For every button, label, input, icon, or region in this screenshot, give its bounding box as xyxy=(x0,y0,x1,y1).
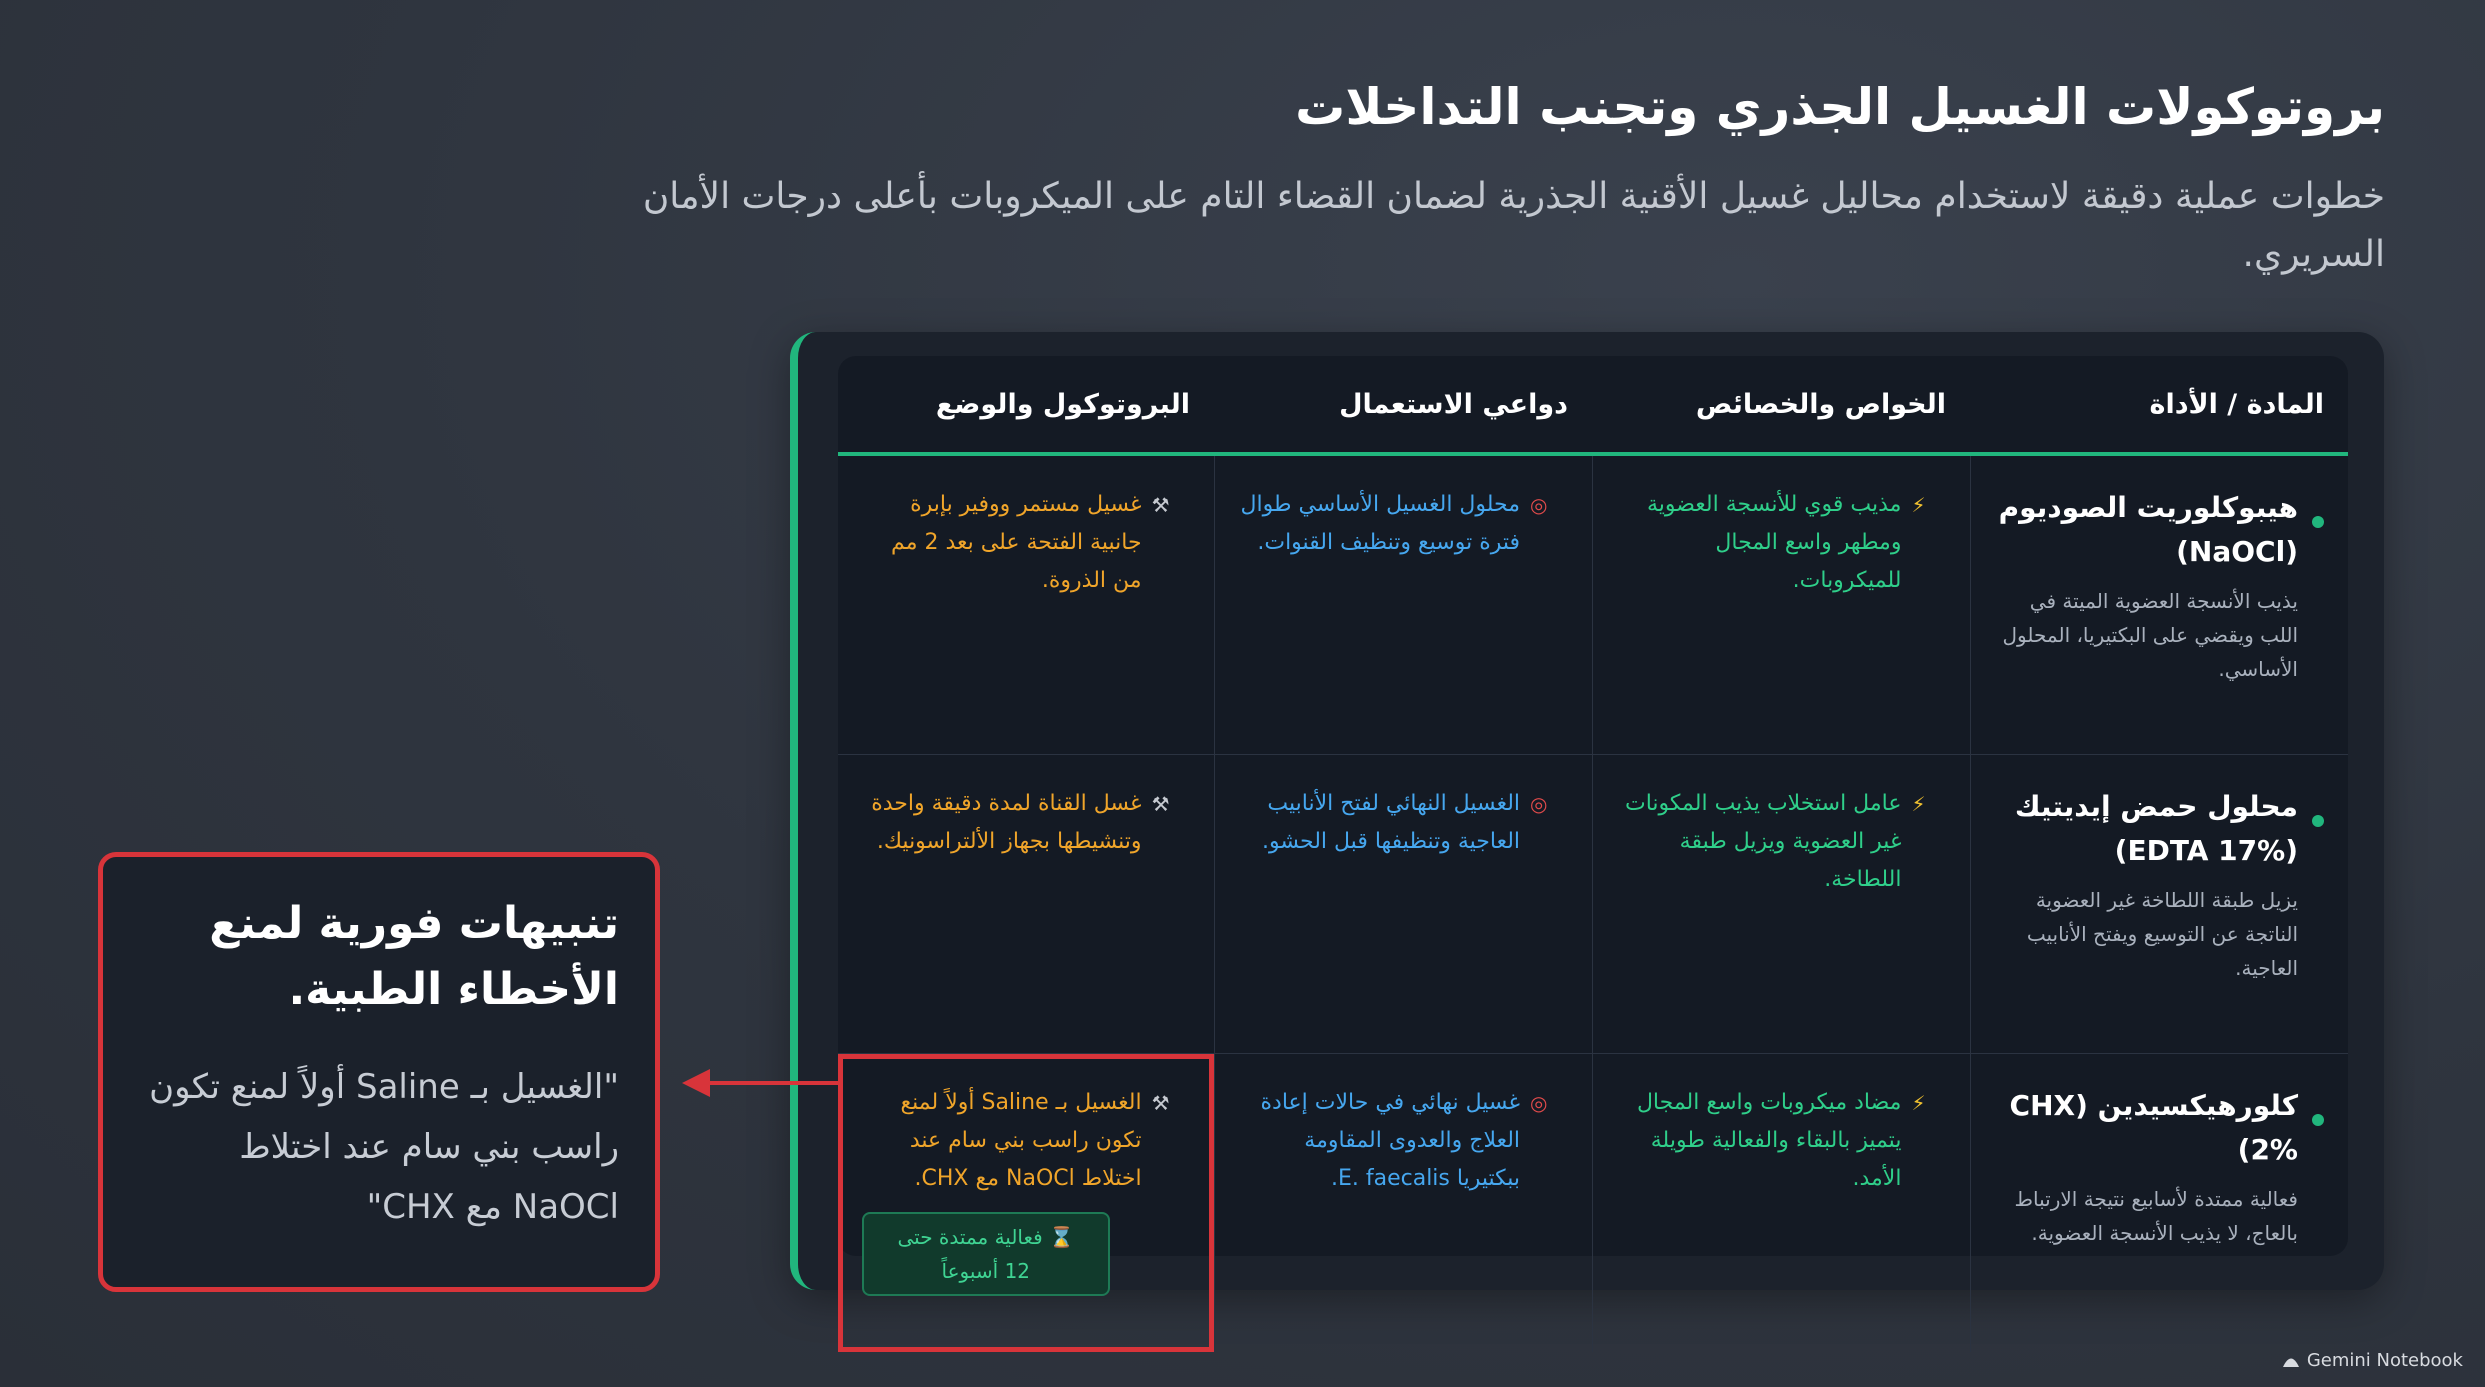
page-subtitle: خطوات عملية دقيقة لاستخدام محاليل غسيل الأقنية الجذرية لضمان القضاء التام على الميكروبات بأعلى درجات الأمان السريري. xyxy=(642,176,2385,275)
target-icon: ◎ xyxy=(1530,792,1548,816)
header-material: المادة / الأداة xyxy=(1970,356,2348,454)
protocol-cell xyxy=(838,454,1214,755)
dot-icon xyxy=(2312,516,2324,528)
header-uses: دواعي الاستعمال xyxy=(1214,356,1592,454)
lightning-icon: ⚡ xyxy=(1911,1091,1926,1115)
material-cell xyxy=(1970,454,2348,755)
material-name: محلول حمض إيديتيك (EDTA 17%) xyxy=(1995,785,2325,873)
properties-cell xyxy=(1592,454,1970,755)
uses-text: محلول الغسيل الأساسي طوال فترة توسيع وتنظيف القنوات. xyxy=(1240,492,1521,555)
material-name: كلورهيكسيدين (CHX 2%) xyxy=(1995,1084,2325,1172)
protocol-table xyxy=(838,356,2348,1352)
table-row xyxy=(838,755,2348,1054)
target-icon: ◎ xyxy=(1530,1091,1548,1115)
target-icon: ◎ xyxy=(1530,493,1548,517)
tools-icon: ⚒ xyxy=(1151,493,1170,517)
lightning-icon: ⚡ xyxy=(1911,792,1926,816)
material-cell xyxy=(1970,1054,2348,1353)
page-title: بروتوكولات الغسيل الجذري وتجنب التداخلات xyxy=(1295,78,2385,136)
uses-cell xyxy=(1214,1054,1592,1353)
uses-text: غسيل نهائي في حالات إعادة العلاج والعدوى المقاومة ببكتيريا E. faecalis. xyxy=(1260,1090,1521,1191)
uses-cell xyxy=(1214,454,1592,755)
arrow-connector xyxy=(682,1068,840,1098)
table-header-row xyxy=(838,356,2348,454)
brand-watermark xyxy=(2281,1350,2463,1371)
alert-title: تنبيهات فورية لمنع الأخطاء الطبية. xyxy=(209,898,619,1015)
table-row xyxy=(838,1054,2348,1353)
brand-name: Gemini Notebook xyxy=(2306,1350,2463,1371)
material-cell xyxy=(1970,755,2348,1054)
protocol-text: غسيل مستمر ووفير بإبرة جانبية الفتحة على بعد 2 مم من الذروة. xyxy=(891,492,1142,593)
gemini-logo-icon xyxy=(2281,1354,2301,1368)
material-description: يزيل طبقة اللطاخة غير العضوية الناتجة عن التوسيع ويفتح الأنابيب العاجية. xyxy=(2026,888,2298,980)
protocol-cell-highlighted xyxy=(838,1054,1214,1353)
uses-cell xyxy=(1214,755,1592,1054)
alert-quote: "الغسيل بـ Saline أولاً لمنع تكون راسب بني سام عند اختلاط NaOCl مع CHX" xyxy=(149,1067,619,1227)
badge-text: فعالية ممتدة حتى 12 أسبوعاً xyxy=(897,1225,1043,1283)
dot-icon xyxy=(2312,815,2324,827)
tools-icon: ⚒ xyxy=(1151,1091,1170,1115)
hourglass-icon: ⌛ xyxy=(1049,1225,1074,1249)
material-description: يذيب الأنسجة العضوية الميتة في اللب ويقضي على البكتيريا، المحلول الأساسي. xyxy=(2002,589,2298,681)
tools-icon: ⚒ xyxy=(1151,792,1170,816)
protocol-cell xyxy=(838,755,1214,1054)
alert-callout xyxy=(98,852,660,1292)
properties-cell xyxy=(1592,755,1970,1054)
arrow-head-icon xyxy=(682,1069,710,1097)
properties-cell xyxy=(1592,1054,1970,1353)
header-properties: الخواص والخصائص xyxy=(1592,356,1970,454)
protocol-table-container xyxy=(838,356,2348,1283)
lightning-icon: ⚡ xyxy=(1911,493,1926,517)
header-protocol: البروتوكول والوضع xyxy=(838,356,1214,454)
uses-text: الغسيل النهائي لفتح الأنابيب العاجية وتنظيفها قبل الحشو. xyxy=(1262,791,1521,854)
protocol-text: غسل القناة لمدة دقيقة واحدة وتنشيطها بجهاز الألتراسونيك. xyxy=(871,791,1142,854)
material-description: فعالية ممتدة لأسابيع نتيجة الارتباط بالعاج، لا يذيب الأنسجة العضوية. xyxy=(2014,1187,2298,1245)
table-row xyxy=(838,454,2348,755)
properties-text: مذيب قوي للأنسجة العضوية ومطهر واسع المجال للميكروبات. xyxy=(1646,492,1902,593)
properties-text: عامل استخلاب يذيب المكونات غير العضوية ويزيل طبقة اللطاخة. xyxy=(1624,791,1902,892)
properties-text: مضاد ميكروبات واسع المجال يتميز بالبقاء والفعالية طويلة الأمد. xyxy=(1636,1090,1902,1191)
protocol-table-card xyxy=(790,332,2384,1290)
material-name: هيبوكلوريت الصوديوم (NaOCl) xyxy=(1995,486,2325,574)
efficacy-badge xyxy=(862,1212,1110,1296)
protocol-text: الغسيل بـ Saline أولاً لمنع تكون راسب بني سام عند اختلاط NaOCl مع CHX. xyxy=(900,1090,1142,1191)
dot-icon xyxy=(2312,1114,2324,1126)
